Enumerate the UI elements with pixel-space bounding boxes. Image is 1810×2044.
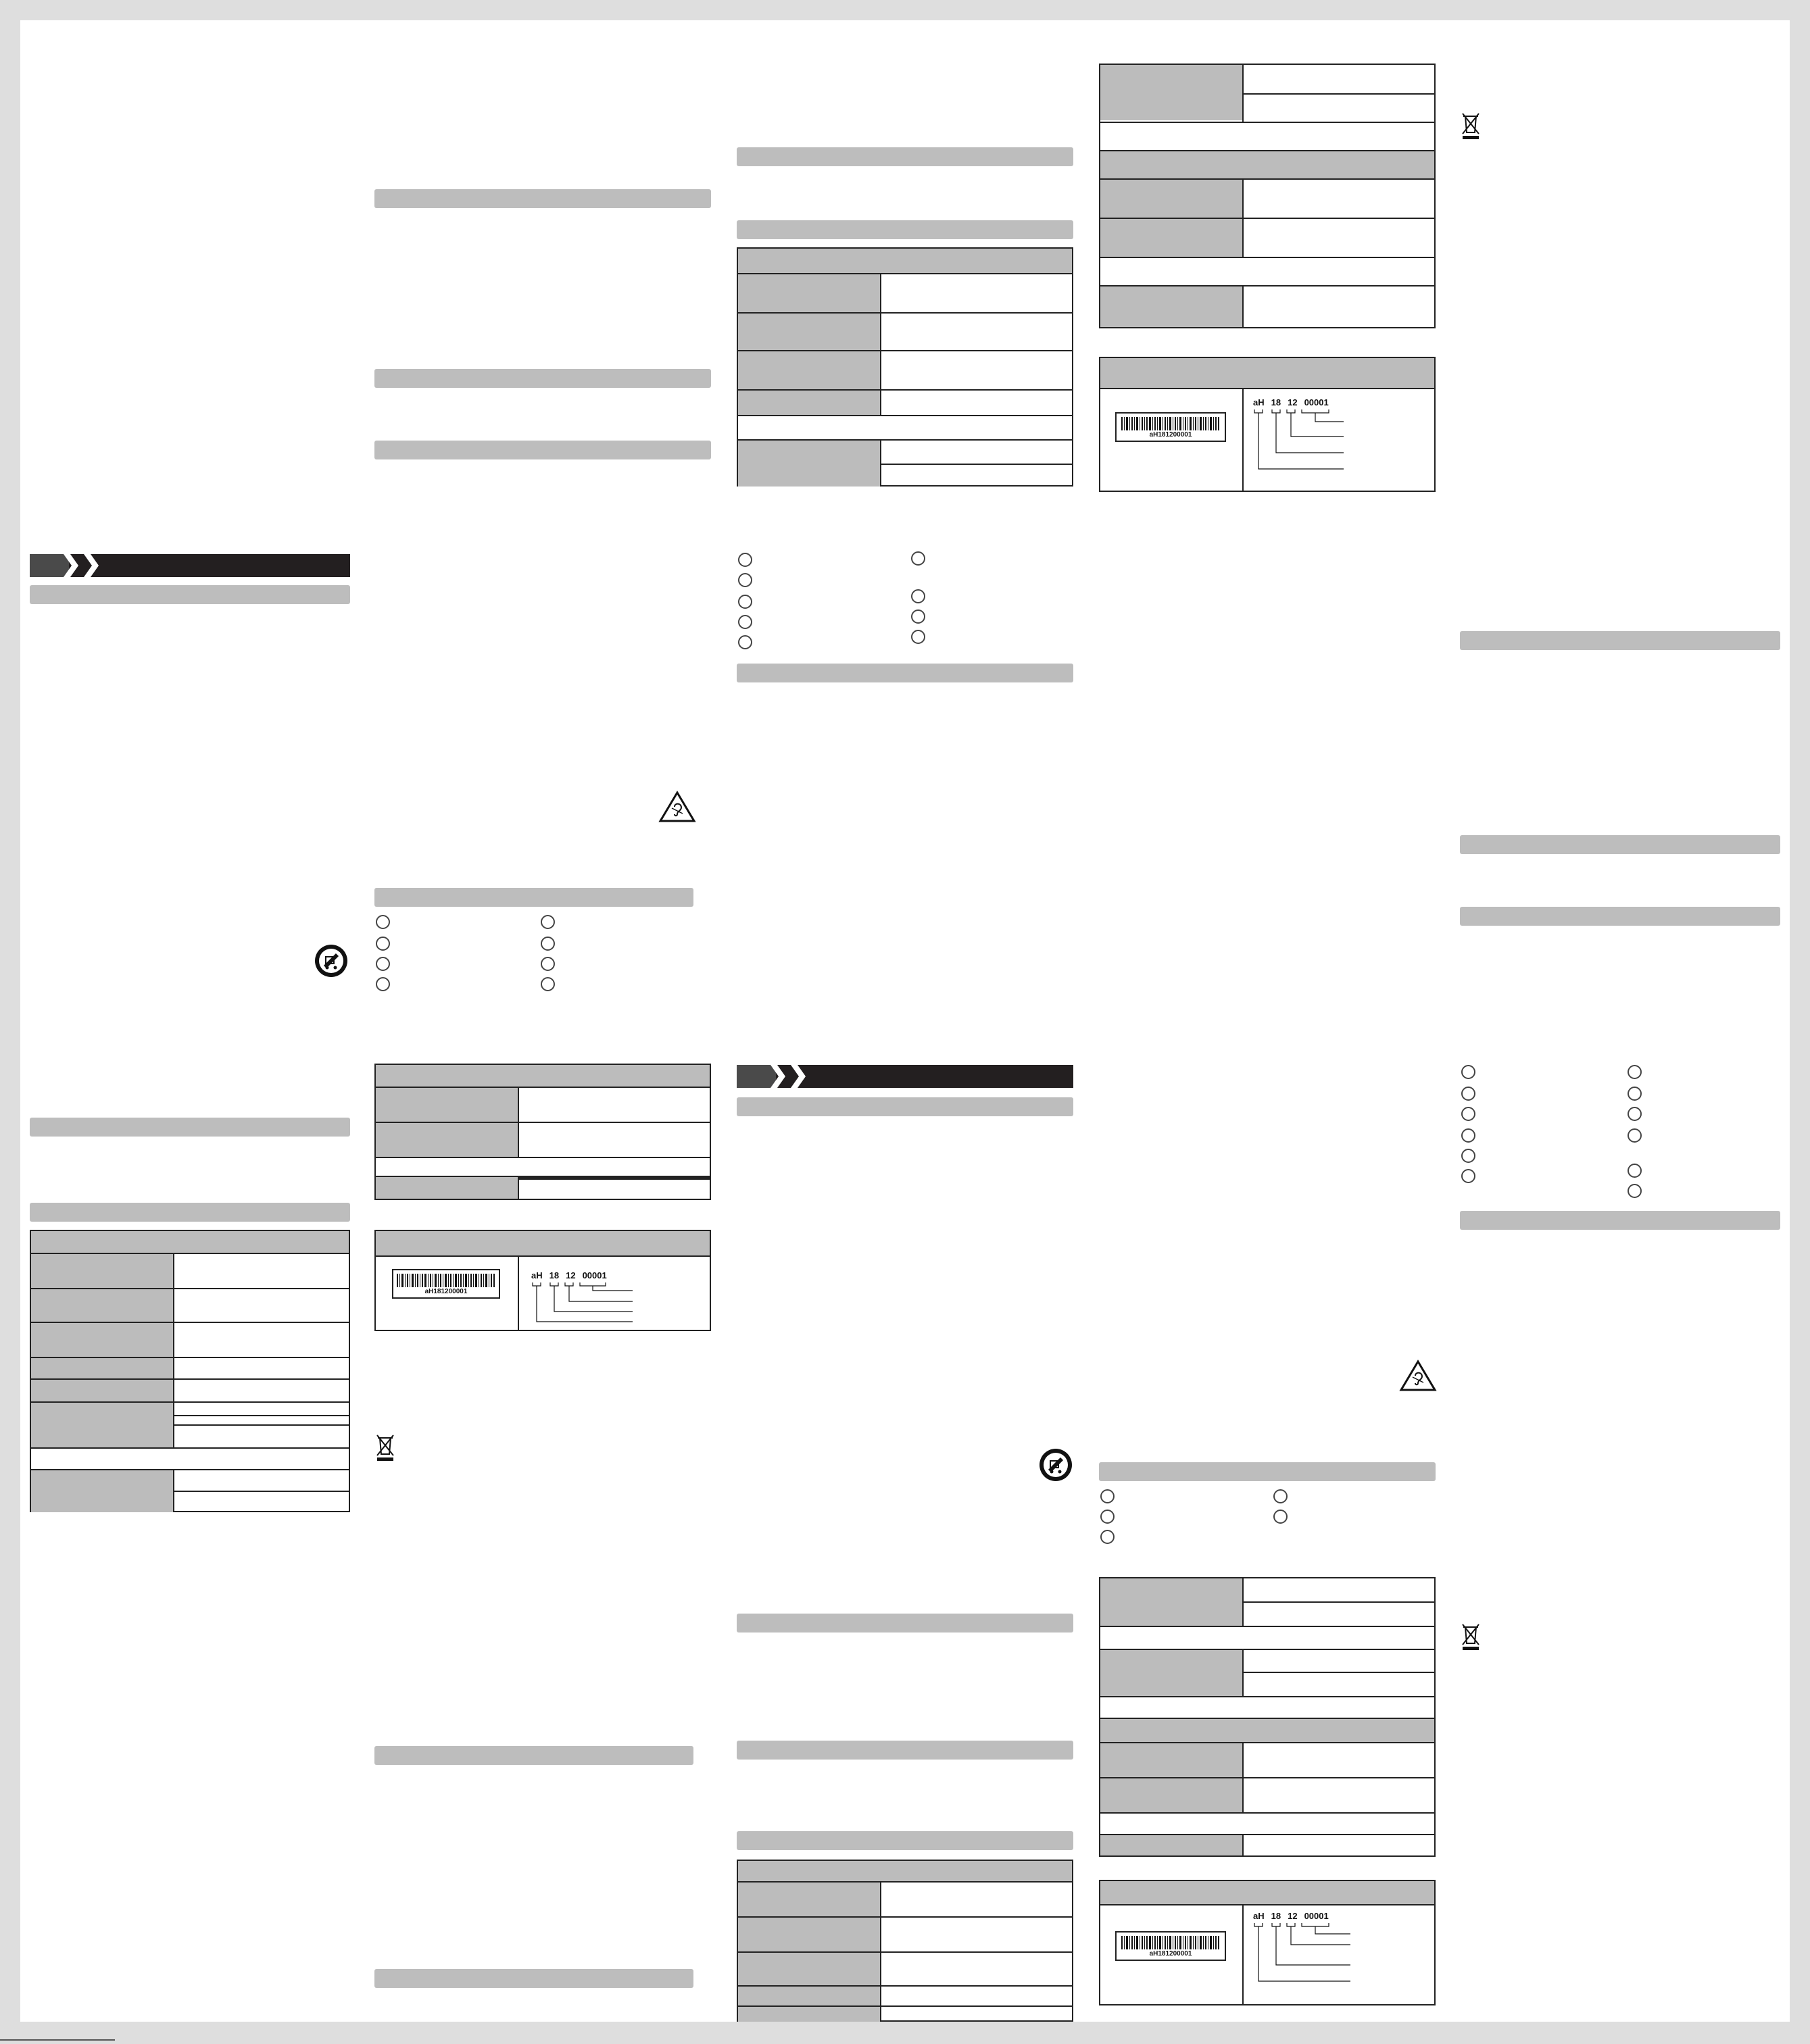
hearing-warning-icon [658,791,696,823]
section-bar [737,1741,1073,1760]
barcode-text: aH181200001 [424,1288,468,1295]
section-bar [1460,1211,1780,1230]
section-bar [737,1831,1073,1850]
serial-number-table [1099,1880,1436,2005]
serial-code: aH 18 12 00001 [1253,1911,1329,1921]
language-tab [737,1065,1073,1088]
section-bar [374,369,711,388]
section-bar [30,1118,350,1137]
section-bar [1460,907,1780,926]
tip-over-cart-icon [314,943,349,978]
serial-barcode-label [1115,1931,1226,1961]
hearing-warning-icon [1399,1360,1437,1392]
crossed-out-bin-icon [1460,111,1482,141]
specifications-table [737,1860,1073,2022]
section-bar [737,147,1073,166]
section-bar [737,1614,1073,1632]
barcode-text: aH181200001 [1149,1950,1192,1958]
tip-over-cart-icon [1038,1447,1073,1482]
specifications-table [30,1230,350,1512]
barcode-text: aH181200001 [1149,431,1192,439]
section-bar [737,220,1073,239]
barcode [395,1274,497,1287]
specifications-table [1099,1577,1436,1857]
section-bar [30,585,350,604]
specifications-table [737,247,1073,487]
section-bar [1099,1462,1436,1481]
section-bar [737,1097,1073,1116]
specifications-table-row [374,1176,711,1200]
crossed-out-bin-icon [1460,1622,1482,1651]
section-bar [737,664,1073,682]
serial-number-table [374,1230,711,1331]
language-tab [30,554,350,577]
serial-code: aH 18 12 00001 [531,1270,607,1280]
crossed-out-bin-icon [374,1432,396,1462]
serial-barcode-label [392,1269,500,1299]
page-edge-mark [0,2039,115,2041]
section-bar [374,1746,693,1765]
serial-number-table [1099,357,1436,492]
specifications-table [1099,64,1436,328]
section-bar [1460,835,1780,854]
serial-barcode-label [1115,412,1226,442]
barcode [1120,417,1221,430]
section-bar [1460,631,1780,650]
barcode [1120,1936,1221,1949]
section-bar [30,1203,350,1222]
section-bar [374,441,711,459]
section-bar [374,1969,693,1988]
serial-code: aH 18 12 00001 [1253,397,1329,407]
section-bar [374,189,711,208]
manual-sheet [20,20,1790,2022]
specifications-table [374,1064,711,1180]
section-bar [374,888,693,907]
